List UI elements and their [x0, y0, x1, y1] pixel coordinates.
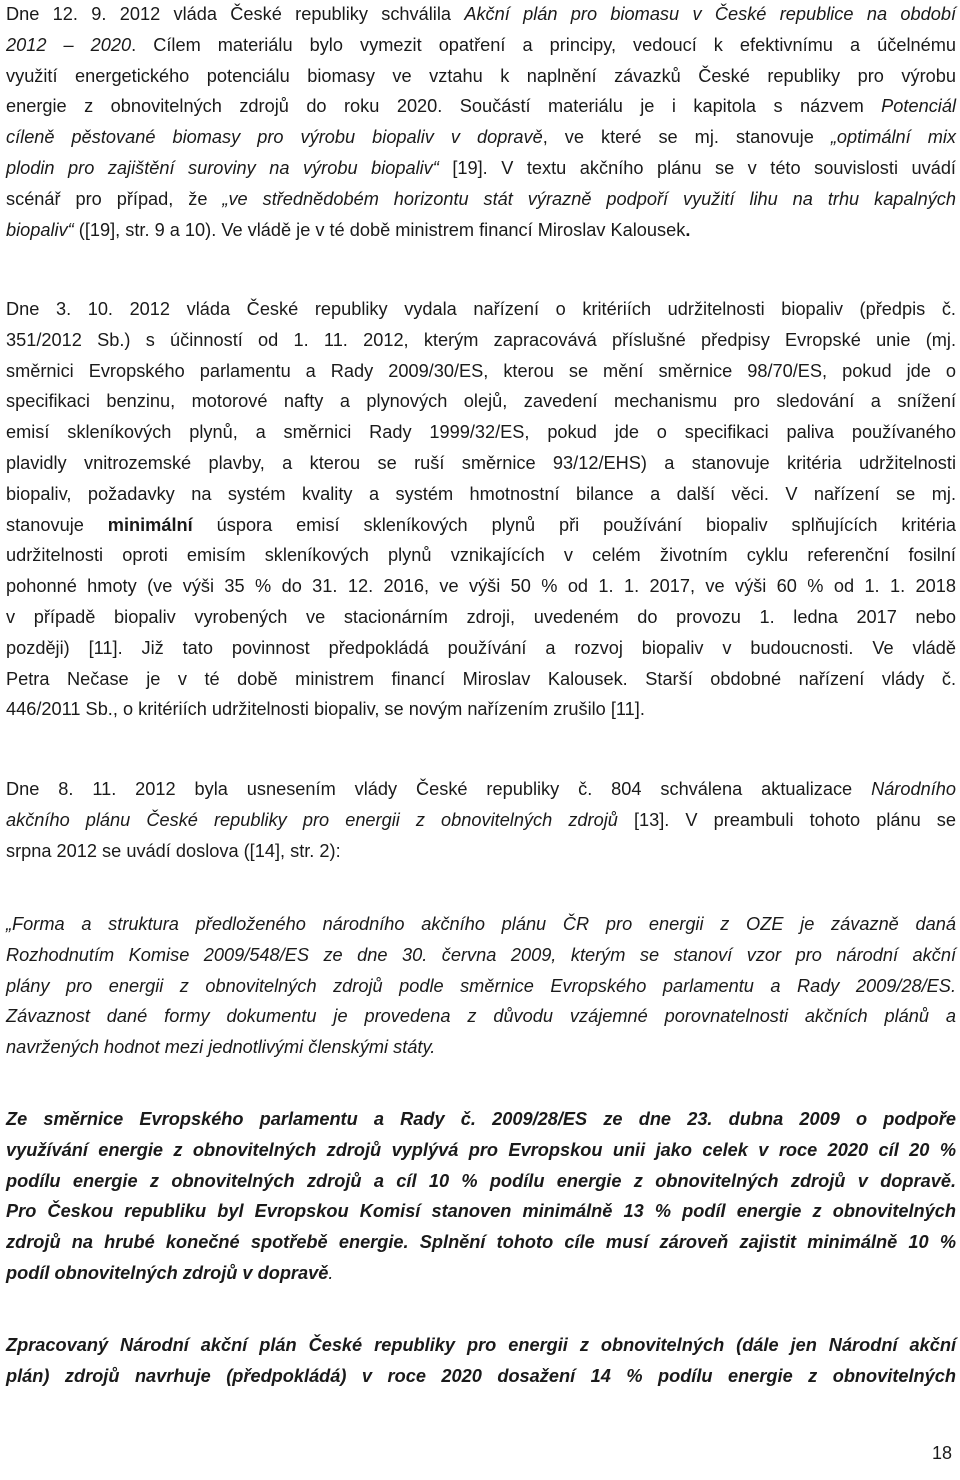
text-line [6, 30, 956, 61]
text-run: Národního [871, 779, 956, 799]
text-line [6, 325, 956, 356]
text-line [6, 805, 956, 836]
text-run: stanovuje [6, 514, 108, 535]
text-run: [19]. V textu akčního plánu se v této souvislosti uvádí [438, 157, 956, 178]
paragraph-biomass-plan [6, 0, 956, 245]
paragraph-national-action-plan [6, 774, 956, 866]
text-line [6, 61, 956, 92]
text-run: plán) zdrojů navrhuje (předpokládá) v roce 2020 dosažení 14 % podílu energie z obnovitelných [6, 1365, 956, 1386]
text-line [6, 294, 956, 325]
text-line [6, 1196, 956, 1227]
text-run: navržených hodnot mezi jednotlivými členskými státy. [6, 1037, 436, 1058]
text-line [6, 356, 956, 387]
text-line [6, 571, 956, 602]
text-run: zdrojů na hrubé konečné spotřebě energie. Splnění tohoto cíle musí zároveň zajistit minimálně 10 % [6, 1232, 956, 1253]
text-line [6, 417, 956, 448]
text-line [6, 1361, 956, 1392]
text-run: biopaliv“ [6, 219, 74, 240]
text-run: 446/2011 Sb., o kritériích udržitelnosti biopaliv, se novým nařízením zrušilo [11]. [6, 699, 645, 720]
text-run: scénář pro případ, že [6, 188, 223, 209]
text-run: v případě biopaliv vyrobených ve stacionárním zdroji, uvedeném do provozu 1. ledna 2017 nebo [6, 606, 956, 627]
quote-form-structure [6, 909, 956, 1063]
text-line [6, 694, 956, 725]
paragraph-sustainability-regulation [6, 294, 956, 725]
text-line [6, 774, 956, 805]
text-run: plavidly vnitrozemské plavby, a kterou se ruší směrnice 93/12/EHS) a stanovuje kritéria udržitelnosti [6, 452, 956, 473]
text-run: úspora emisí skleníkových plynů při používání biopaliv splňujících kritéria [192, 514, 956, 535]
text-run: Petra Nečase je v té době ministrem financí Miroslav Kalousek. Starší obdobné nařízení vlády č. [6, 668, 956, 689]
text-run: , ve které se mj. stanovuje [542, 127, 831, 148]
text-run: ([19], str. 9 a 10). Ve vládě je v té době ministrem financí Miroslav Kalousek [73, 219, 686, 240]
text-line [6, 1104, 956, 1135]
text-run: 351/2012 Sb.) s účinností od 1. 11. 2012, kterým zapracovává příslušné předpisy Evropské unie (mj. [6, 329, 956, 350]
text-run: Potenciál [881, 96, 956, 117]
text-run: biopaliv, požadavky na systém kvality a systém hmotnostní bilance a další věci. V nařízení se mj. [6, 483, 956, 504]
text-run: Rozhodnutím Komise 2009/548/ES ze dne 30. června 2009, kterým se stanoví vzor pro národní akční [6, 944, 956, 965]
text-run: podíl obnovitelných zdrojů v dopravě [6, 1262, 329, 1283]
text-line [6, 1001, 956, 1032]
text-run: minimální [107, 514, 193, 535]
text-line [6, 664, 956, 695]
text-line [6, 836, 956, 867]
text-line [6, 122, 956, 153]
text-run: Dne 12. 9. 2012 vláda České republiky schválila [6, 4, 465, 24]
text-run: pohonné hmoty (ve výši 35 % do 31. 12. 2016, ve výši 50 % od 1. 1. 2017, ve výši 60 % od 1. 1. 2018 [6, 576, 956, 597]
text-line [6, 153, 956, 184]
text-run: Závaznost dané formy dokumentu je provedena z důvodu vzájemné porovnatelnosti akčních plánů a [6, 1006, 956, 1027]
text-line [6, 633, 956, 664]
text-line [6, 909, 956, 940]
text-run: energie z obnovitelných zdrojů do roku 2020. Součástí materiálu je i kapitola s názvem [6, 96, 882, 117]
text-run: podílu energie z obnovitelných zdrojů a cíl 10 % podílu energie z obnovitelných zdrojů v dopravě. [6, 1170, 956, 1191]
text-run: využívání energie z obnovitelných zdrojů vyplývá pro Evropskou unii jako celek v roce 2020 cíl 20 % [6, 1139, 956, 1160]
quote-national-plan-target [6, 1330, 956, 1392]
text-line [6, 510, 956, 541]
text-run: „optimální mix [830, 127, 956, 148]
text-line [6, 1258, 956, 1289]
quote-directive-targets [6, 1104, 956, 1289]
text-run: . [328, 1262, 334, 1283]
text-line [6, 215, 956, 246]
text-line [6, 0, 956, 30]
text-line [6, 184, 956, 215]
text-line [6, 1135, 956, 1166]
text-run: plodin pro zajištění suroviny na výrobu biopaliv“ [6, 157, 439, 178]
text-line [6, 448, 956, 479]
text-run: . [685, 219, 691, 240]
text-line [6, 971, 956, 1002]
text-line [6, 1032, 956, 1063]
text-line [6, 1166, 956, 1197]
text-run: [13]. V preambuli tohoto plánu se [617, 809, 957, 830]
text-run: 2012 – 2020 [6, 34, 132, 55]
text-run: Ze směrnice Evropského parlamentu a Rady č. 2009/28/ES ze dne 23. dubna 2009 o podpoře [6, 1109, 956, 1129]
text-line [6, 940, 956, 971]
text-run: cíleně pěstované biomasy pro výrobu biopaliv v dopravě [6, 127, 543, 148]
text-line [6, 1227, 956, 1258]
text-line [6, 479, 956, 510]
text-run: později) [11]. Již tato povinnost předpokládá používání a rozvoj biopaliv v budoucnosti. Ve vládě [6, 637, 956, 658]
text-run: Akční plán pro biomasu v České republice na období [464, 4, 956, 24]
text-line [6, 91, 956, 122]
text-run: srpna 2012 se uvádí doslova ([14], str. 2): [6, 840, 341, 861]
text-run: akčního plánu České republiky pro energii z obnovitelných zdrojů [6, 809, 618, 830]
text-run: využití energetického potenciálu biomasy ve vztahu k naplnění závazků České republiky pro výrobu [6, 65, 956, 86]
text-run: Zpracovaný Národní akční plán České republiky pro energii z obnovitelných (dále jen Národní akční [6, 1335, 956, 1355]
page-number: 18 [931, 1443, 952, 1463]
text-run: „Forma a struktura předloženého národního akčního plánu ČR pro energii z OZE je závazně daná [6, 914, 956, 934]
text-run: udržitelnosti oproti emisím skleníkových plynů vznikajících v celém životním cyklu referenční fosilní [6, 545, 956, 566]
text-line [6, 602, 956, 633]
text-run: Dne 3. 10. 2012 vláda České republiky vydala nařízení o kritériích udržitelnosti biopaliv (předpis č. [6, 299, 956, 319]
text-run: Pro Českou republiku byl Evropskou Komisí stanoven minimálně 13 % podíl energie z obnovitelných [6, 1201, 956, 1222]
text-run: plány pro energii z obnovitelných zdrojů podle směrnice Evropského parlamentu a Rady 2009/28/ES. [6, 975, 956, 996]
text-run: . Cílem materiálu bylo vymezit opatření a principy, vedoucí k efektivnímu a účelnému [131, 34, 956, 55]
text-run: směrnici Evropského parlamentu a Rady 2009/30/ES, kterou se mění směrnice 98/70/ES, pokud jde o [6, 360, 956, 381]
text-run: specifikaci benzinu, motorové nafty a plynových olejů, zavedení mechanismu pro sledování a snížení [6, 391, 956, 412]
text-run: „ve střednědobém horizontu stát výrazně podpoří využití lihu na trhu kapalných [222, 188, 956, 209]
text-line [6, 540, 956, 571]
text-line [6, 1330, 956, 1361]
text-run: Dne 8. 11. 2012 byla usnesením vlády České republiky č. 804 schválena aktualizace [6, 779, 872, 799]
text-run: emisí skleníkových plynů, a směrnici Rady 1999/32/ES, pokud jde o specifikaci paliva používaného [6, 422, 956, 443]
text-line [6, 386, 956, 417]
